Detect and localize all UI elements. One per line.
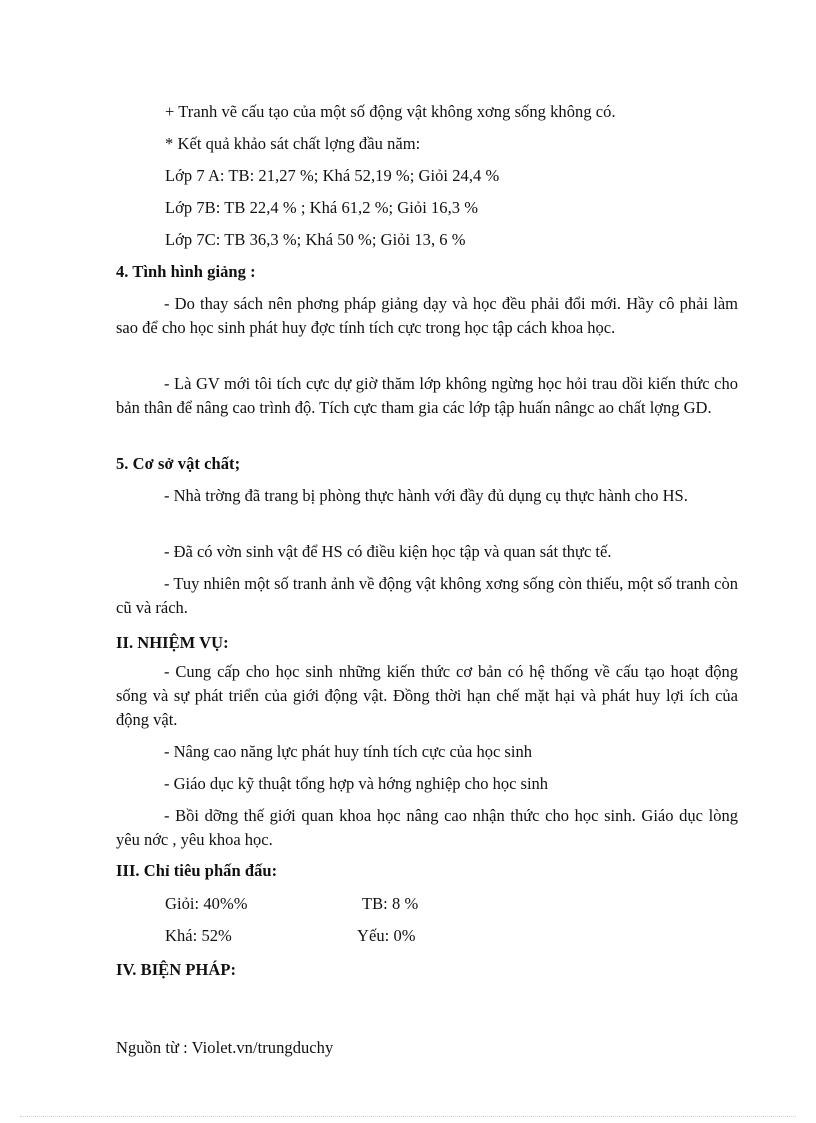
section-5-paragraph-2: - Đã có vờn sinh vật để HS có điều kiện học tập và quan sát thực tế. <box>164 542 612 561</box>
section-4-paragraph-2: - Là GV mới tôi tích cực dự giờ thăm lớp không ngừng học hỏi trau dồi kiến thức cho bản thân để nâng cao trình độ. Tích cực tham gia các lớp tập huấn nângc ao chất lợng GD. <box>116 374 738 417</box>
section-ii-paragraph-2: - Nâng cao năng lực phát huy tính tích cực của học sinh <box>164 742 532 761</box>
section-4-heading: 4. Tình hình giảng : <box>116 262 256 281</box>
intro-picture-line: + Tranh vẽ cấu tạo của một số động vật không xơng sống không có. <box>165 102 616 121</box>
section-5-paragraph-3: - Tuy nhiên một số tranh ảnh về động vật không xơng sống còn thiếu, một số tranh còn cũ và rách. <box>116 574 738 617</box>
target-kha: Khá: 52% <box>165 926 232 945</box>
class-7a-results: Lớp 7 A: TB: 21,27 %; Khá 52,19 %; Giỏi 24,4 % <box>165 166 500 185</box>
target-tb: TB: 8 % <box>362 894 419 913</box>
section-5-paragraph-1: - Nhà trờng đã trang bị phòng thực hành với đầy đủ dụng cụ thực hành cho HS. <box>164 486 688 505</box>
target-yeu: Yếu: 0% <box>357 926 416 945</box>
section-ii-heading: II. NHIỆM VỤ: <box>116 633 229 652</box>
section-ii-paragraph-1: - Cung cấp cho học sinh những kiến thức cơ bản có hệ thống về cấu tạo hoạt động sống và sự phát triển của giới động vật. Đồng thời hạn chế mặt hại và phát huy lợi ích của động vật. <box>116 662 738 729</box>
page-bottom-divider <box>20 1116 796 1117</box>
class-7c-results: Lớp 7C: TB 36,3 %; Khá 50 %; Giỏi 13, 6 % <box>165 230 466 249</box>
class-7b-results: Lớp 7B: TB 22,4 % ; Khá 61,2 %; Giỏi 16,3 % <box>165 198 479 217</box>
target-gioi: Giỏi: 40%% <box>165 894 248 913</box>
section-ii-paragraph-4: - Bồi dỡng thế giới quan khoa học nâng cao nhận thức cho học sinh. Giáo dục lòng yêu nớc , yêu khoa học. <box>116 806 738 849</box>
section-5-heading: 5. Cơ sở vật chất; <box>116 454 241 473</box>
section-4-paragraph-1: - Do thay sách nên phơng pháp giảng dạy và học đều phải đổi mới. Hầy cô phải làm sao để cho học sinh phát huy đợc tính tích cực trong học tập cách khoa học. <box>116 294 738 337</box>
section-iv-heading: IV. BIỆN PHÁP: <box>116 960 237 979</box>
section-iii-heading: III. Chỉ tiêu phấn đấu: <box>116 861 278 880</box>
survey-title: * Kết quả khảo sát chất lợng đầu năm: <box>165 134 421 153</box>
section-ii-paragraph-3: - Giáo dục kỹ thuật tổng hợp và hớng nghiệp cho học sinh <box>164 774 549 793</box>
source-footer: Nguồn từ : Violet.vn/trungduchy <box>116 1038 334 1057</box>
